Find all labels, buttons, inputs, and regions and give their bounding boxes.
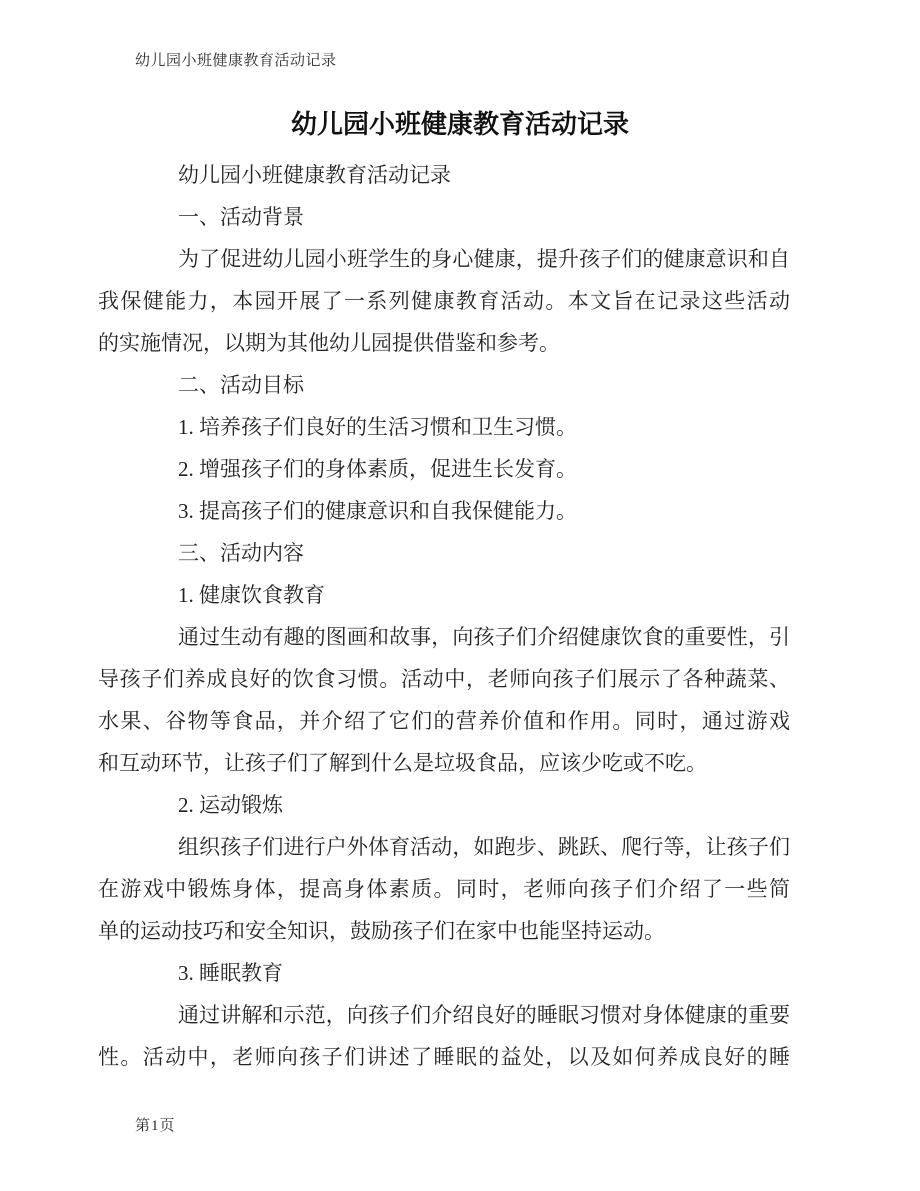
doc-line: 1. 培养孩子们良好的生活习惯和卫生习惯。 [178,415,577,439]
doc-line: 三、活动内容 [178,541,304,565]
doc-line: 通过讲解和示范，向孩子们介绍良好的睡眠习惯对身体健康的重要 [178,1003,790,1027]
doc-line: 在游戏中锻炼身体，提高身体素质。同时，老师向孩子们介绍了一些简 [98,877,790,901]
doc-line: 3. 提高孩子们的健康意识和自我保健能力。 [178,499,577,523]
page-number-footer: 第1页 [135,1118,176,1134]
doc-line: 1. 健康饮食教育 [178,583,325,607]
running-header: 幼儿园小班健康教育活动记录 [135,53,337,69]
doc-line: 幼儿园小班健康教育活动记录 [178,163,451,187]
doc-line: 二、活动目标 [178,373,304,397]
doc-line: 3. 睡眠教育 [178,961,283,985]
doc-line: 导孩子们养成良好的饮食习惯。活动中，老师向孩子们展示了各种蔬菜、 [98,667,790,691]
doc-line: 一、活动背景 [178,205,304,229]
doc-line: 为了促进幼儿园小班学生的身心健康，提升孩子们的健康意识和自 [178,247,790,271]
document-body [98,154,790,1078]
doc-line: 2. 运动锻炼 [178,793,283,817]
doc-line: 和互动环节，让孩子们了解到什么是垃圾食品，应该少吃或不吃。 [98,751,707,775]
doc-line: 通过生动有趣的图画和故事，向孩子们介绍健康饮食的重要性，引 [178,625,790,649]
doc-line: 性。活动中，老师向孩子们讲述了睡眠的益处，以及如何养成良好的睡 [98,1045,790,1069]
doc-line: 单的运动技巧和安全知识，鼓励孩子们在家中也能坚持运动。 [98,919,665,943]
doc-line: 我保健能力，本园开展了一系列健康教育活动。本文旨在记录这些活动 [98,289,790,313]
doc-line: 组织孩子们进行户外体育活动，如跑步、跳跃、爬行等，让孩子们 [178,835,790,859]
doc-line: 的实施情况，以期为其他幼儿园提供借鉴和参考。 [98,331,560,355]
doc-line: 2. 增强孩子们的身体素质，促进生长发育。 [178,457,577,481]
page-title: 幼儿园小班健康教育活动记录 [290,110,629,139]
doc-line: 水果、谷物等食品，并介绍了它们的营养价值和作用。同时，通过游戏 [98,709,790,733]
